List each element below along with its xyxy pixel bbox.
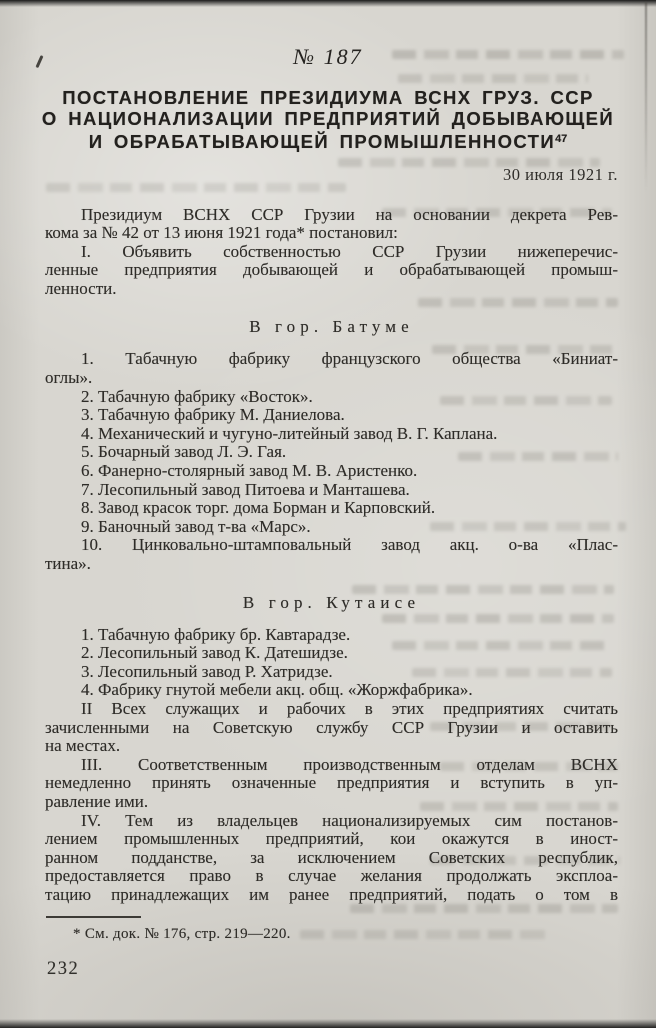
text-column bbox=[45, 165, 618, 980]
list-item bbox=[45, 443, 618, 462]
text-line: кома за № 42 от 13 июня 1921 года* постановил: bbox=[45, 224, 398, 243]
footnote-rule bbox=[46, 916, 141, 918]
text-line: III. Соответственным производственным отделам ВСНХ bbox=[81, 755, 618, 774]
endnote-reference: 47 bbox=[555, 133, 568, 145]
text-line: 3. Лесопильный завод Р. Хатридзе. bbox=[81, 662, 333, 681]
document-title bbox=[0, 88, 656, 153]
text-line: на местах. bbox=[45, 737, 121, 756]
scan-edge-top bbox=[0, 0, 656, 7]
scan-edge-right bbox=[645, 2, 647, 192]
list-item bbox=[45, 350, 618, 387]
text-line: лением промышленных предприятий, кои окажутся в иност- bbox=[45, 830, 618, 849]
list-item bbox=[45, 388, 618, 407]
paragraph-article-1 bbox=[45, 243, 618, 299]
text-line: ленности. bbox=[45, 279, 117, 298]
footnote-block bbox=[45, 916, 618, 943]
text-line: 8. Завод красок торг. дома Борман и Карповский. bbox=[81, 499, 436, 518]
text-line: 7. Лесопильный завод Питоева и Манташева. bbox=[81, 480, 410, 499]
document-number: № 187 bbox=[293, 44, 363, 69]
text-line: Президиум ВСНХ ССР Грузии на основании декрета Рев- bbox=[81, 205, 618, 224]
paragraph-article-3 bbox=[45, 756, 618, 812]
text-line: II Всех служащих и рабочих в этих предприятиях считать bbox=[81, 699, 618, 718]
text-line: 9. Баночный завод т-ва «Марс». bbox=[81, 517, 311, 536]
section-heading-kutaisi: В гор. Кутаисе bbox=[242, 592, 421, 612]
document-date: 30 июля 1921 г. bbox=[503, 164, 618, 184]
text-line: немедленно принять означенные предприятия и вступить в уп- bbox=[45, 774, 618, 793]
text-line: тацию принадлежащих им ранее предприятий, подать о том в bbox=[45, 885, 618, 904]
text-line: предоставляется право в случае желания продолжать эксплоа- bbox=[45, 867, 618, 886]
text-line: равление ими. bbox=[45, 792, 149, 811]
list-item bbox=[45, 481, 618, 500]
text-line: 6. Фанерно-столярный завод М. В. Аристенко. bbox=[81, 462, 418, 481]
list-item bbox=[45, 499, 618, 518]
list-item bbox=[45, 626, 618, 645]
list-item bbox=[45, 425, 618, 444]
text-line: 5. Бочарный завод Л. Э. Гая. bbox=[81, 443, 287, 462]
paragraph-article-2 bbox=[45, 700, 618, 756]
section-heading-batumi: В гор. Батуме bbox=[249, 317, 414, 337]
list-item bbox=[45, 681, 618, 700]
page-number: 232 bbox=[47, 958, 80, 979]
text-line: оглы». bbox=[45, 369, 93, 388]
text-line: IV. Тем из владельцев национализируемых сим постанов- bbox=[81, 811, 618, 830]
paragraph-article-4 bbox=[45, 812, 618, 905]
text-line: ранном подданстве, за исключением Советских республик, bbox=[45, 848, 618, 867]
text-line: I. Объявить собственностью ССР Грузии нижеперечис- bbox=[81, 242, 618, 261]
list-item bbox=[45, 406, 618, 425]
text-line: 4. Фабрику гнутой мебели акц. общ. «Жоржфабрика». bbox=[81, 681, 473, 700]
list-item bbox=[45, 644, 618, 663]
text-line: зачисленными на Советскую службу ССР Грузии и оставить bbox=[45, 718, 618, 737]
paragraph-preamble bbox=[45, 206, 618, 243]
list-batumi bbox=[45, 350, 618, 573]
text-line: 2. Лесопильный завод К. Датешидзе. bbox=[81, 644, 348, 663]
list-item bbox=[45, 663, 618, 682]
text-line: 1. Табачную фабрику бр. Кавтарадзе. bbox=[81, 625, 351, 644]
scan-edge-bottom bbox=[0, 1019, 656, 1028]
list-item bbox=[45, 462, 618, 481]
list-item bbox=[45, 536, 618, 573]
text-line: 1. Табачную фабрику французского общества «Биниат- bbox=[81, 350, 618, 369]
document-body bbox=[45, 206, 618, 980]
title-line-1: ПОСТАНОВЛЕНИЕ ПРЕЗИДИУМА ВСНХ ГРУЗ. ССР bbox=[62, 87, 594, 108]
title-line-3: И ОБРАБАТЫВАЮЩЕЙ ПРОМЫШЛЕННОСТИ$^{47}$ bbox=[88, 131, 568, 152]
list-item bbox=[45, 518, 618, 537]
text-line: 10. Цинковально-штамповальный завод акц. о-ва «Плас- bbox=[81, 536, 618, 555]
ghost-text-line bbox=[398, 74, 588, 83]
footnote-text: * См. док. № 176, стр. 219—220. bbox=[73, 925, 291, 942]
text-line: тина». bbox=[45, 555, 91, 573]
text-line: 3. Табачную фабрику М. Даниелова. bbox=[81, 406, 345, 425]
text-line: 2. Табачную фабрику «Восток». bbox=[81, 387, 313, 406]
text-line: 4. Механический и чугуно-литейный завод В. Г. Каплана. bbox=[81, 424, 498, 443]
title-line-2: О НАЦИОНАЛИЗАЦИИ ПРЕДПРИЯТИЙ ДОБЫВАЮЩЕЙ bbox=[41, 107, 615, 129]
list-kutaisi bbox=[45, 626, 618, 700]
text-line: ленные предприятия добывающей и обрабатывающей промыш- bbox=[45, 261, 618, 280]
